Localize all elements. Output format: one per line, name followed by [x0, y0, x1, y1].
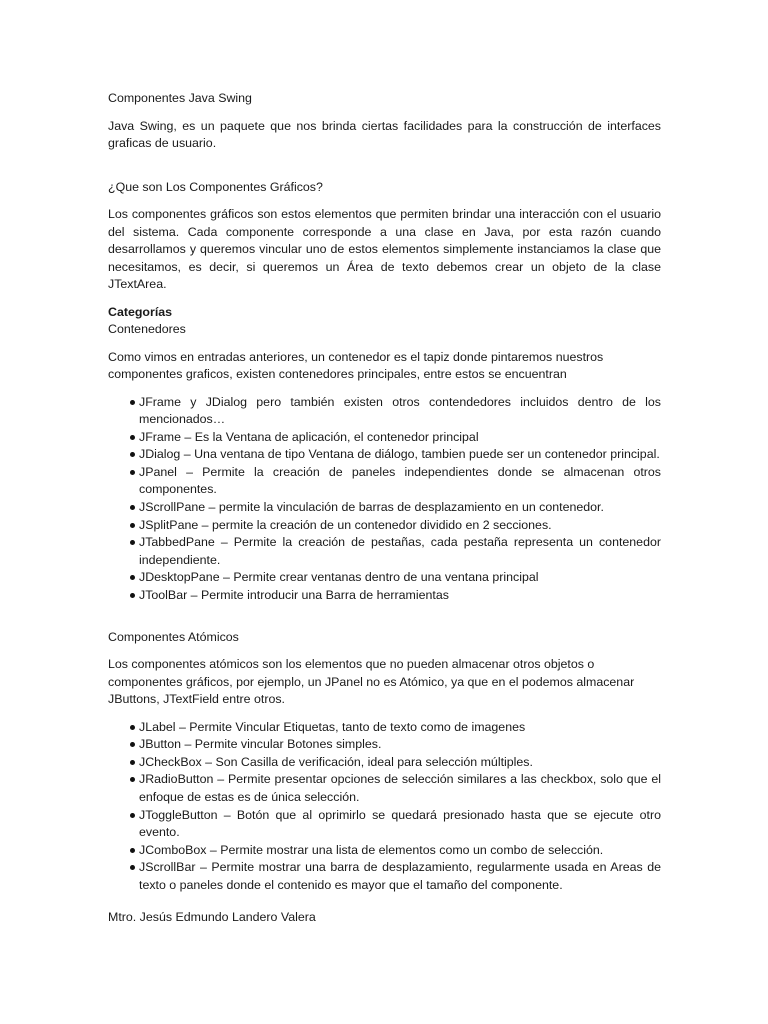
categories-heading: Categorías: [108, 304, 173, 319]
atomic-list: [108, 719, 661, 895]
list-item-text: JButton – Permite vincular Botones simples.: [139, 737, 382, 752]
list-item-text: JComboBox – Permite mostrar una lista de elementos como un combo de selección.: [139, 842, 604, 857]
list-item: [108, 429, 661, 447]
document-page: [108, 90, 661, 926]
list-item-text: JRadioButton – Permite presentar opciones de selección similares a las checkbox, solo que el enfoque de estas es de única selección.: [139, 772, 661, 804]
bullet-icon: [130, 593, 135, 598]
list-item-text: JFrame – Es la Ventana de aplicación, el contenedor principal: [139, 429, 479, 444]
list-item-text: JDialog – Una ventana de tipo Ventana de diálogo, tambien puede ser un contenedor principal.: [139, 447, 660, 462]
list-item-text: JSplitPane – permite la creación de un contenedor dividido en 2 secciones.: [139, 517, 552, 532]
question-heading: ¿Que son Los Componentes Gráficos?: [108, 179, 323, 194]
bullet-icon: [130, 400, 135, 405]
bullet-icon: [130, 813, 135, 818]
list-item: [108, 394, 661, 429]
bullet-icon: [130, 575, 135, 580]
list-item-text: JCheckBox – Son Casilla de verificación, ideal para selección múltiples.: [139, 754, 533, 769]
list-item: [108, 736, 661, 754]
author-signature: Mtro. Jesús Edmundo Landero Valera: [108, 909, 316, 924]
bullet-icon: [130, 777, 135, 782]
bullet-icon: [130, 540, 135, 545]
list-item-text: JLabel – Permite Vincular Etiquetas, tanto de texto como de imagenes: [139, 719, 526, 734]
list-item: [108, 587, 661, 605]
atomic-heading: Componentes Atómicos: [108, 629, 239, 644]
list-item: [108, 569, 661, 587]
question-body: Los componentes gráficos son estos elementos que permiten brindar una interacción con el usuario del sistema. Cada componente corresponde a una clase en Java, por esta razón cuando desarrollamos y queremos vincular uno de estos elementos simplemente instanciamos la clase que necesitamos, es decir, si queremos un Área de texto debemos crear un objeto de la clase JTextArea.: [108, 207, 661, 291]
list-item-text: JScrollBar – Permite mostrar una barra de desplazamiento, regularmente usada en Areas de texto o paneles donde el contenido es mayor que el tamaño del componente.: [139, 860, 661, 892]
containers-heading: Contenedores: [108, 322, 186, 336]
list-item: [108, 464, 661, 499]
list-item-text: JDesktopPane – Permite crear ventanas dentro de una ventana principal: [139, 570, 539, 585]
list-item: [108, 517, 661, 535]
list-item: [108, 499, 661, 517]
bullet-icon: [130, 505, 135, 510]
containers-lead: Como vimos en entradas anteriores, un contenedor es el tapiz donde pintaremos nuestros componentes graficos, existen contenedores principales, entre estos se encuentran: [108, 349, 604, 381]
bullet-icon: [130, 452, 135, 457]
intro-paragraph: Java Swing, es un paquete que nos brinda ciertas facilidades para la construcción de interfaces graficas de usuario.: [108, 118, 661, 150]
list-item-text: JToolBar – Permite introducir una Barra de herramientas: [139, 588, 449, 603]
bullet-icon: [130, 523, 135, 528]
bullet-icon: [130, 865, 135, 870]
bullet-icon: [130, 435, 135, 440]
list-item: [108, 446, 661, 464]
bullet-icon: [130, 760, 135, 765]
list-item: [108, 807, 661, 842]
bullet-icon: [130, 470, 135, 475]
bullet-icon: [130, 725, 135, 730]
containers-list: [108, 394, 661, 605]
bullet-icon: [130, 848, 135, 853]
bullet-icon: [130, 742, 135, 747]
list-item: [108, 719, 661, 737]
list-item: [108, 859, 661, 894]
list-item-text: JTabbedPane – Permite la creación de pestañas, cada pestaña representa un contenedor independiente.: [139, 535, 661, 567]
document-title: Componentes Java Swing: [108, 91, 252, 105]
list-item-text: JPanel – Permite la creación de paneles independientes donde se almacenan otros componentes.: [139, 464, 661, 497]
list-item-text: JScrollPane – permite la vinculación de barras de desplazamiento en un contenedor.: [139, 500, 604, 515]
atomic-lead: Los componentes atómicos son los elementos que no pueden almacenar otros objetos o componentes gráficos, por ejemplo, un JPanel no es Atómico, ya que en el podemos almacenar JButtons, JTextField entre otros.: [108, 657, 635, 707]
list-item: [108, 754, 661, 772]
list-item-text: JFrame y JDialog pero también existen otros contendedores incluidos dentro de los mencionados…: [139, 394, 661, 427]
list-item: [108, 842, 661, 860]
list-item: [108, 771, 661, 806]
list-item-text: JToggleButton – Botón que al oprimirlo se quedará presionado hasta que se ejecute otro evento.: [139, 807, 661, 840]
list-item: [108, 534, 661, 569]
